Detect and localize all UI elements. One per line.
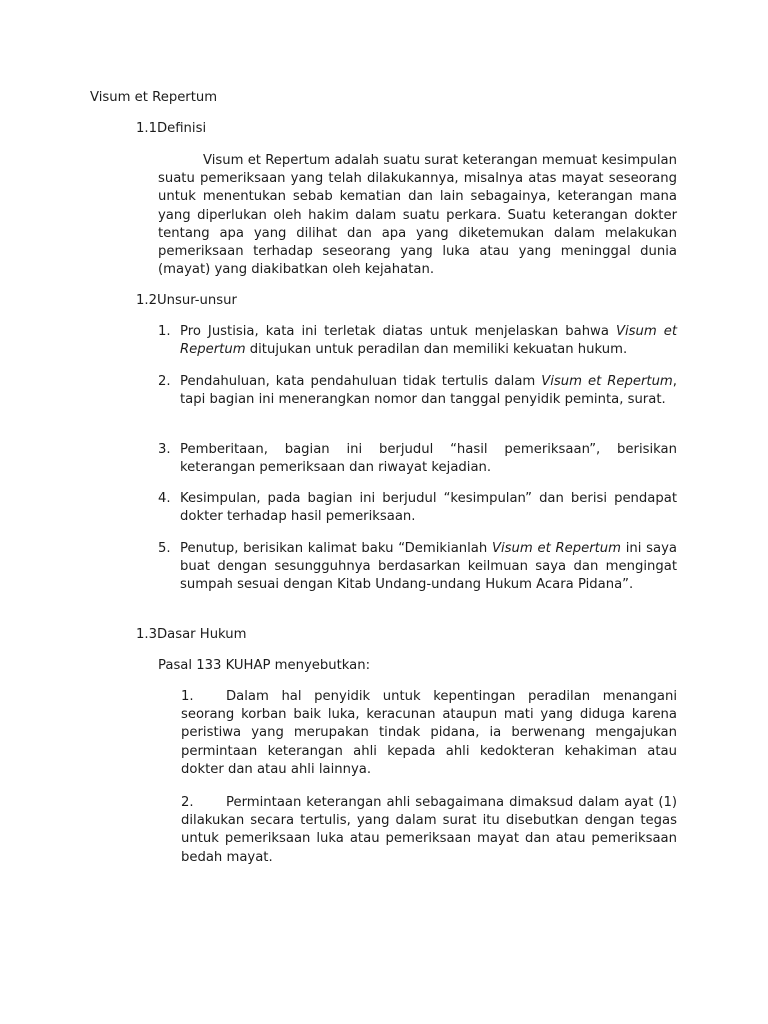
law-clause xyxy=(181,794,677,867)
section-heading-unsur: 1.2Unsur-unsur xyxy=(136,293,237,308)
list-item-text: Pro Justisia, kata ini terletak diatas untuk menjelaskan bahwa Visum et Repertum ditujukan untuk peradilan dan memiliki kekuatan hukum. xyxy=(180,324,677,358)
list-item-text: Penutup, berisikan kalimat baku “Demikianlah Visum et Repertum ini saya buat dengan sesungguhnya berdasarkan keilmuan saya dan mengingat sumpah sesuai dengan Kitab Undang-undang Hukum Acara Pidana”. xyxy=(180,541,677,593)
law-clause xyxy=(181,688,677,779)
list-item-number: 5. xyxy=(158,541,171,556)
section-heading-dasar: 1.3Dasar Hukum xyxy=(136,627,247,642)
section-heading-definisi: 1.1Definisi xyxy=(136,121,207,136)
list-item-text: Pendahuluan, kata pendahuluan tidak tertulis dalam Visum et Repertum, tapi bagian ini menerangkan nomor dan tanggal penyidik peminta, surat. xyxy=(180,374,677,408)
list-item xyxy=(158,490,677,526)
list-item-number: 2. xyxy=(158,374,171,389)
list-item-text: Kesimpulan, pada bagian ini berjudul “kesimpulan” dan berisi pendapat dokter terhadap hasil pemeriksaan. xyxy=(180,491,677,525)
list-item-number: 4. xyxy=(158,491,171,506)
dasar-intro: Pasal 133 KUHAP menyebutkan: xyxy=(158,658,371,673)
definisi-paragraph: Visum et Repertum adalah suatu surat keterangan memuat kesimpulan suatu pemeriksaan yang telah dilakukannya, misalnya atas mayat seseorang untuk menentukan sebab kematian dan lain sebagainya, keterangan mana yang diperlukan oleh hakim dalam suatu perkara. Suatu keterangan dokter tentang apa yang dilihat dan apa yang diketemukan dalam melakukan pemeriksaan terhadap seseorang yang luka atau yang meninggal dunia (mayat) yang diakibatkan oleh kejahatan. xyxy=(158,153,677,278)
law-clause-number: 2. xyxy=(181,795,194,810)
list-item xyxy=(158,373,677,409)
list-item xyxy=(158,540,677,595)
list-item-number: 1. xyxy=(158,324,171,339)
list-item xyxy=(158,441,677,477)
law-clause-number: 1. xyxy=(181,689,194,704)
law-clause-text: Dalam hal penyidik untuk kepentingan peradilan menangani seorang korban baik luka, keracunan ataupun mati yang diduga karena peristiwa yang merupakan tindak pidana, ia berwenang mengajukan permintaan keterangan ahli kepada ahli kedokteran kehakiman atau dokter dan atau ahli lainnya. xyxy=(181,689,677,777)
list-item xyxy=(158,323,677,359)
document-title: Visum et Repertum xyxy=(90,90,218,105)
list-item-number: 3. xyxy=(158,442,171,457)
law-clause-text: Permintaan keterangan ahli sebagaimana dimaksud dalam ayat (1) dilakukan secara tertulis, yang dalam surat itu disebutkan dengan tegas untuk pemeriksaan luka atau pemeriksaan mayat dan atau pemeriksaan bedah mayat. xyxy=(181,795,677,865)
list-item-text: Pemberitaan, bagian ini berjudul “hasil pemeriksaan”, berisikan keterangan pemeriksaan dan riwayat kejadian. xyxy=(180,442,677,476)
